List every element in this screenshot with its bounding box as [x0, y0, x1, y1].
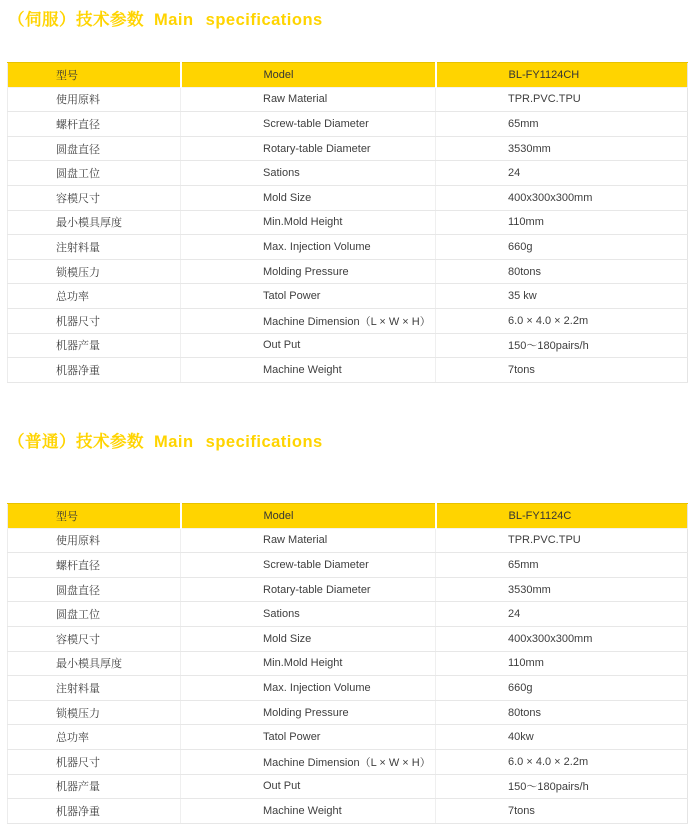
table-row	[8, 185, 688, 210]
spec-label-zh: 注射料量	[8, 235, 181, 260]
section-title-standard-zh: （普通）技术参数	[8, 433, 144, 451]
spec-label-en: Min.Mold Height	[181, 651, 436, 676]
spec-value: 110mm	[436, 651, 688, 676]
spec-value: 400x300x300mm	[436, 626, 688, 651]
spec-label-en: Out Put	[181, 333, 436, 358]
table-row	[8, 651, 688, 676]
table-row	[8, 799, 688, 824]
spec-value: 3530mm	[436, 577, 688, 602]
spec-value: 24	[436, 602, 688, 627]
spec-label-en: Min.Mold Height	[181, 210, 436, 235]
spec-label-zh: 机器尺寸	[8, 749, 181, 774]
spec-label-zh: 圆盘直径	[8, 577, 181, 602]
spec-label-zh: 容模尺寸	[8, 185, 181, 210]
spec-label-zh: 机器净重	[8, 358, 181, 383]
spec-label-zh: 机器产量	[8, 333, 181, 358]
spec-label-en: Max. Injection Volume	[181, 235, 436, 260]
spec-label-en: Molding Pressure	[181, 700, 436, 725]
spec-label-zh: 使用原料	[8, 87, 181, 112]
spec-table-servo	[7, 62, 688, 383]
spec-label-en: Mold Size	[181, 185, 436, 210]
spec-label-zh: 总功率	[8, 284, 181, 309]
table-row	[8, 774, 688, 799]
spec-label-en: Sations	[181, 161, 436, 186]
spec-label-zh: 容模尺寸	[8, 626, 181, 651]
spec-label-en: Machine Dimension（L × W × H）	[181, 308, 436, 333]
spec-label-en: Tatol Power	[181, 284, 436, 309]
spec-label-en: Machine Weight	[181, 799, 436, 824]
spec-value: 35 kw	[436, 284, 688, 309]
spec-label-en: Machine Dimension（L × W × H）	[181, 749, 436, 774]
spec-value: TPR.PVC.TPU	[436, 87, 688, 112]
spec-label-en: Molding Pressure	[181, 259, 436, 284]
spec-label-en: Rotary-table Diameter	[181, 577, 436, 602]
spec-label-en: Mold Size	[181, 626, 436, 651]
header-model-en: Model	[181, 63, 436, 88]
spec-value: 150～180pairs/h	[436, 333, 688, 358]
table-row	[8, 87, 688, 112]
table-row	[8, 749, 688, 774]
spec-label-en: Sations	[181, 602, 436, 627]
spec-label-en: Tatol Power	[181, 725, 436, 750]
header-model-value: BL-FY1124CH	[436, 63, 688, 88]
spec-value: 6.0 × 4.0 × 2.2m	[436, 308, 688, 333]
spec-label-zh: 最小模具厚度	[8, 651, 181, 676]
header-model-zh: 型号	[8, 63, 181, 88]
spec-value: 110mm	[436, 210, 688, 235]
spec-table-standard	[7, 503, 688, 824]
spec-value: TPR.PVC.TPU	[436, 528, 688, 553]
spec-value: 40kw	[436, 725, 688, 750]
spec-value: 400x300x300mm	[436, 185, 688, 210]
spec-label-zh: 机器尺寸	[8, 308, 181, 333]
table-row	[8, 358, 688, 383]
spec-label-zh: 注射料量	[8, 676, 181, 701]
spec-label-zh: 螺杆直径	[8, 553, 181, 578]
spec-label-en: Raw Material	[181, 87, 436, 112]
spec-label-zh: 圆盘工位	[8, 161, 181, 186]
spec-value: 7tons	[436, 799, 688, 824]
spec-label-en: Screw-table Diameter	[181, 112, 436, 137]
table-row	[8, 235, 688, 260]
spec-value: 6.0 × 4.0 × 2.2m	[436, 749, 688, 774]
table-header-row	[8, 504, 688, 529]
table-row	[8, 553, 688, 578]
spec-value: 660g	[436, 676, 688, 701]
spec-value: 65mm	[436, 112, 688, 137]
table-row	[8, 210, 688, 235]
table-header-row	[8, 63, 688, 88]
spec-value: 80tons	[436, 700, 688, 725]
table-row	[8, 136, 688, 161]
spec-value: 80tons	[436, 259, 688, 284]
table-row	[8, 112, 688, 137]
spec-label-zh: 锁模压力	[8, 700, 181, 725]
spec-label-en: Max. Injection Volume	[181, 676, 436, 701]
section-title-standard-en: Main specifications	[154, 433, 323, 451]
spec-label-zh: 机器净重	[8, 799, 181, 824]
header-model-en: Model	[181, 504, 436, 529]
spec-label-en: Out Put	[181, 774, 436, 799]
spec-label-zh: 锁模压力	[8, 259, 181, 284]
spec-label-zh: 总功率	[8, 725, 181, 750]
spec-value: 660g	[436, 235, 688, 260]
section-title-servo-zh: （伺服）技术参数	[8, 11, 144, 29]
table-row	[8, 626, 688, 651]
spec-label-zh: 使用原料	[8, 528, 181, 553]
spec-label-zh: 螺杆直径	[8, 112, 181, 137]
spec-label-zh: 机器产量	[8, 774, 181, 799]
spec-label-en: Machine Weight	[181, 358, 436, 383]
table-row	[8, 700, 688, 725]
section-title-servo	[8, 6, 323, 30]
header-model-zh: 型号	[8, 504, 181, 529]
header-model-value: BL-FY1124C	[436, 504, 688, 529]
spec-value: 7tons	[436, 358, 688, 383]
spec-label-zh: 圆盘工位	[8, 602, 181, 627]
spec-value: 150～180pairs/h	[436, 774, 688, 799]
table-row	[8, 284, 688, 309]
spec-label-en: Screw-table Diameter	[181, 553, 436, 578]
section-title-servo-en: Main specifications	[154, 11, 323, 29]
table-row	[8, 528, 688, 553]
spec-label-zh: 圆盘直径	[8, 136, 181, 161]
spec-value: 24	[436, 161, 688, 186]
spec-label-zh: 最小模具厚度	[8, 210, 181, 235]
table-row	[8, 161, 688, 186]
spec-label-en: Rotary-table Diameter	[181, 136, 436, 161]
table-row	[8, 259, 688, 284]
spec-label-en: Raw Material	[181, 528, 436, 553]
spec-value: 3530mm	[436, 136, 688, 161]
spec-value: 65mm	[436, 553, 688, 578]
table-row	[8, 577, 688, 602]
table-row	[8, 333, 688, 358]
table-row	[8, 676, 688, 701]
section-title-standard	[8, 428, 323, 452]
table-row	[8, 725, 688, 750]
table-row	[8, 602, 688, 627]
table-row	[8, 308, 688, 333]
